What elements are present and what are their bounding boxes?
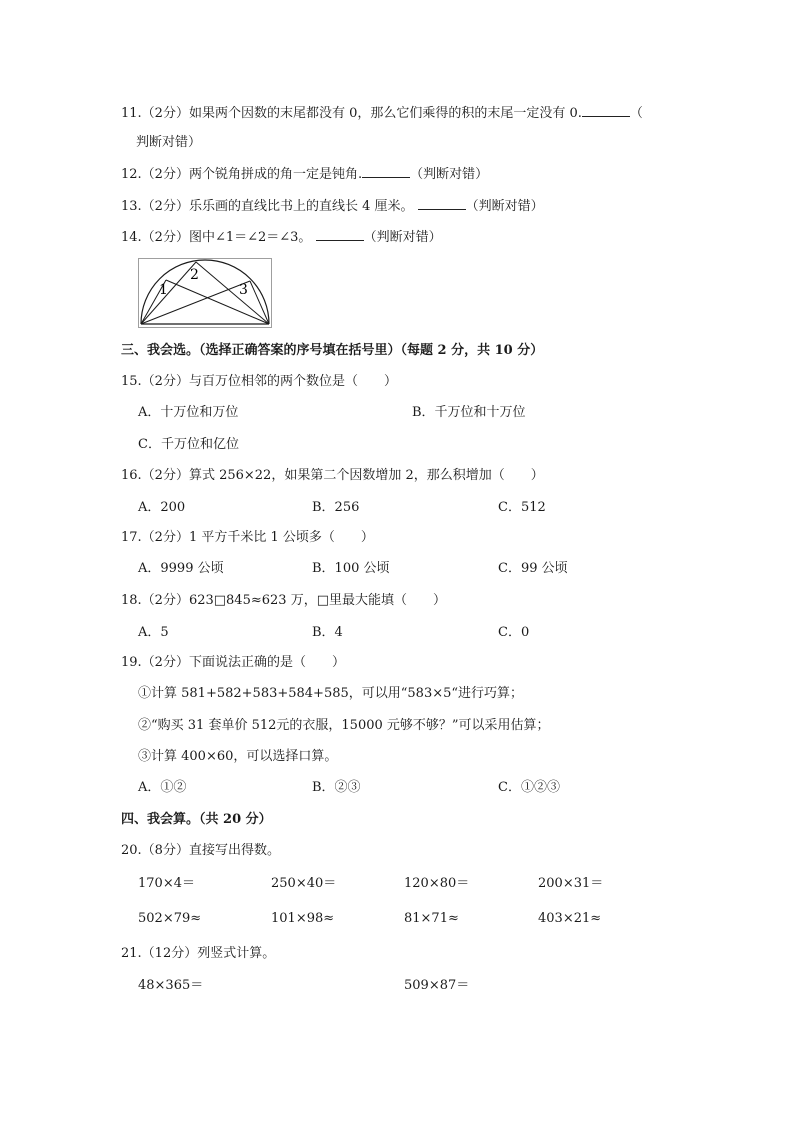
question-21: 21.（12分）列竖式计算。 [121,946,276,961]
question-11-continuation: 判断对错） [136,135,202,150]
chord-line [141,281,250,324]
q20-item: 403×21≈ [538,911,602,926]
q17-option-b[interactable]: B．100 公顷 [312,561,390,576]
q15-option-a[interactable]: A．十万位和万位 [138,405,239,420]
question-11-after: （ [629,106,643,121]
angles-figure [138,258,272,328]
question-12-after: （判断对错） [410,167,489,182]
answer-blank[interactable] [316,229,364,241]
question-19: 19.（2分）下面说法正确的是（ ） [121,655,345,670]
q16-option-b[interactable]: B．256 [312,500,360,515]
question-11 [121,105,643,122]
chord-line [196,262,269,324]
question-13-after: （判断对错） [465,199,544,214]
question-11-text: 11.（2分）如果两个因数的末尾都没有 0，那么它们乘得的积的末尾一定没有 0. [121,106,582,121]
q20-item: 101×98≈ [271,911,335,926]
q19-option-b[interactable]: B．②③ [312,780,361,795]
q15-option-c[interactable]: C．千万位和亿位 [138,437,239,452]
chord-line [166,280,269,324]
q17-option-a[interactable]: A．9999 公顷 [138,561,224,576]
q20-item: 170×4＝ [138,876,195,891]
question-18: 18.（2分）623□845≈623 万，□里最大能填（ ） [121,593,446,608]
question-14-after: （判断对错） [363,230,442,245]
question-15: 15.（2分）与百万位相邻的两个数位是（ ） [121,374,397,389]
q21-item: 48×365＝ [138,978,204,993]
section-3-title: 三、我会选。（选择正确答案的序号填在括号里）（每题 2 分，共 10 分） [121,343,544,358]
q20-item: 502×79≈ [138,911,202,926]
q20-item: 81×71≈ [404,911,459,926]
q19-statement-1: ①计算 581+582+583+584+585，可以用“583×5“进行巧算； [138,686,524,701]
question-13 [121,198,544,215]
q20-item: 250×40＝ [271,876,337,891]
question-14 [121,229,442,246]
q20-item: 200×31＝ [538,876,604,891]
angle-label-2: 2 [190,267,199,283]
angle-label-1: 1 [159,282,168,298]
q19-statement-3: ③计算 400×60，可以选择口算。 [138,749,338,764]
q19-option-a[interactable]: A．①② [138,780,187,795]
question-20: 20.（8分）直接写出得数。 [121,843,280,858]
answer-blank[interactable] [418,198,466,210]
q20-item: 120×80＝ [404,876,470,891]
question-17: 17.（2分）1 平方千米比 1 公顷多（ ） [121,530,374,545]
question-14-text: 14.（2分）图中∠1＝∠2＝∠3。 [121,230,312,245]
q16-option-c[interactable]: C．512 [498,500,546,515]
answer-blank[interactable] [582,105,630,117]
q19-option-c[interactable]: C．①②③ [498,780,560,795]
angle-label-3: 3 [239,282,248,298]
section-4-title: 四、我会算。（共 20 分） [121,812,272,827]
q21-item: 509×87＝ [404,978,470,993]
q18-option-a[interactable]: A．5 [138,625,169,640]
question-12 [121,166,488,183]
q18-option-c[interactable]: C．0 [498,625,530,640]
q18-option-b[interactable]: B．4 [312,625,343,640]
q15-option-b[interactable]: B．千万位和十万位 [412,405,526,420]
answer-blank[interactable] [362,166,410,178]
q19-statement-2: ②“购买 31 套单价 512元的衣服，15000 元够不够？”可以采用估算； [138,718,550,733]
question-16: 16.（2分）算式 256×22，如果第二个因数增加 2，那么积增加（ ） [121,468,544,483]
question-13-text: 13.（2分）乐乐画的直线比书上的直线长 4 厘米。 [121,199,414,214]
q17-option-c[interactable]: C．99 公顷 [498,561,568,576]
question-12-text: 12.（2分）两个锐角拼成的角一定是钝角. [121,167,363,182]
q16-option-a[interactable]: A．200 [138,500,186,515]
